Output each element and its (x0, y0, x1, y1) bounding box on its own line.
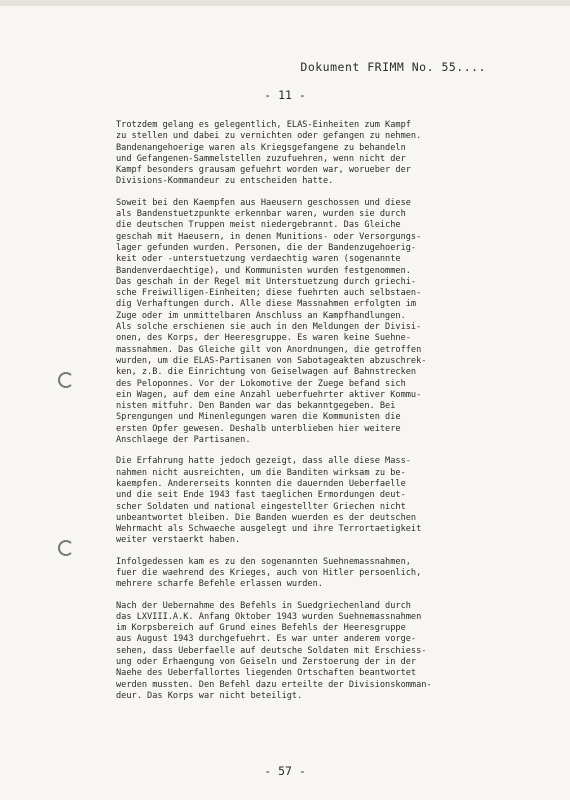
punch-hole-mark (58, 540, 74, 556)
page-number-top: - 11 - (264, 88, 306, 102)
paragraph: Soweit bei den Kaempfen aus Haeusern geschossen und diese als Bandenstuetzpunkte erkennbar waren, wurden sie durch die deutschen Truppen meist niedergebrannt. Das Gleiche geschah mit Haeusern, in denen Munitions- oder Versorgungs- lager gefunden wurden. Personen, die der Bandenzugehoerig- keit oder -unterstuetzung verdaechtig waren (sogenannte Bandenverdaechtige), und Kommunisten wurden festgenommen. Das geschah in der Regel mit Unterstuetzung durch griechi- sche Freiwilligen-Einheiten; diese fuehrten auch selbstaen- dig Verhaftungen durch. Alle diese Massnahmen erfolgten im Zuge oder im unmittelbaren Anschluss an Kampfhandlungen. Als solche erschienen sie auch in den Meldungen der Divisi- onen, des Korps, der Heeresgruppe. Es waren keine Suehne- massnahmen. Das Gleiche gilt von Anordnungen, die getroffen wurden, um die ELAS-Partisanen von Sabotageakten abzuschrek- ken, z.B. die Einrichtung von Geiselwagen auf Bahnstrecken des Peloponnes. Vor der Lokomotive der Zuege befand sich ein Wagen, auf dem eine Anzahl ueberfuehrter aktiver Kommu- nisten mitfuhr. Den Banden war das bekanntgegeben. Bei Sprengungen und Minenlegungen waren die Kommunisten die ersten Opfer gewesen. Deshalb unterblieben hier weitere Anschlaege der Partisanen. (116, 197, 427, 446)
page-number-bottom: - 57 - (264, 764, 306, 778)
document-body (116, 120, 501, 712)
punch-hole-mark (58, 372, 74, 388)
paragraph: Nach der Uebernahme des Befehls in Suedgriechenland durch das LXVIII.A.K. Anfang Oktober 1943 wurden Suehnemassnahmen im Korpsbereich auf Grund eines Befehls der Heeresgruppe aus August 1943 durchgefuehrt. Es war unter anderem vorge- sehen, dass Ueberfaelle auf deutsche Soldaten mit Erschiess- ung oder Erhaengung von Geiseln und Zerstoerung der in der Naehe des Ueberfallortes liegenden Ortschaften beantwortet werden mussten. Den Befehl dazu erteilte der Divisionskomman- deur. Das Korps war nicht beteiligt. (116, 600, 432, 701)
paragraph: Die Erfahrung hatte jedoch gezeigt, dass alle diese Mass- nahmen nicht ausreichten, um die Banditen wirksam zu be- kaempfen. Andererseits konnten die dauernden Ueberfaelle und die seit Ende 1943 fast taeglichen Ermordungen deut- scher Soldaten und national eingestellter Griechen nicht unbeantwortet bleiben. Die Banden wuerden es der deutschen Wehrmacht als Schwaeche ausgelegt und ihre Terrortaetigkeit weiter verstaerkt haben. (116, 456, 422, 546)
paragraph: Trotzdem gelang es gelegentlich, ELAS-Einheiten zum Kampf zu stellen und dabei zu vernichten oder gefangen zu nehmen. Bandenangehoerige waren als Kriegsgefangene zu behandeln und Gefangenen-Sammelstellen zuzufuehren, wenn nicht der Kampf besonders grausam gefuehrt worden war, worueber der Divisions-Kommandeur zu entscheiden hatte. (116, 120, 422, 187)
paragraph: Infolgedessen kam es zu den sogenannten Suehnemassnahmen, fuer die waehrend des Krieges, auch von Hitler persoenlich, mehrere scharfe Befehle erlassen wurden. (116, 556, 422, 590)
document-number: Dokument FRIMM No. 55.... (300, 60, 486, 74)
